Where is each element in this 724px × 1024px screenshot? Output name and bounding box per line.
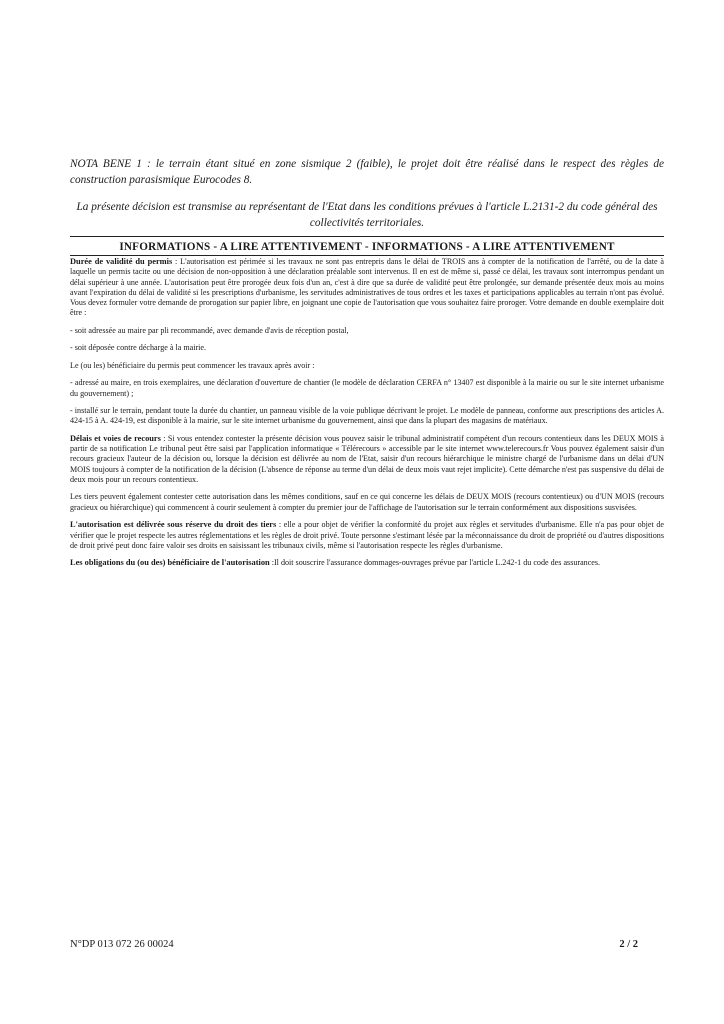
paragraph-envoi-1: - soit adressée au maire par pli recommandé, avec demande d'avis de réception postal, (70, 325, 349, 335)
duree-text: : L'autorisation est périmée si les travaux ne sont pas entrepris dans le délai de TROIS ans à compter de la notification de l'arrêté, ou de la date à laquelle un permis tacite ou une décision de non-opposition à une déclaration préalable sont intervenus. Il en est de même si, passé ce délai, les travaux sont interrompus pendant un délai supérieur à une année. L'autorisation peut être prorogée deux fois d'un an, c'est à dire que sa durée de validité peut être prolongée, sur demande présentée deux mois au moins avant l'expiration du délai de validité si les prescriptions d'urbanisme, les servitudes administratives de tous ordres et les taxes et participations applicables au terrain n'ont pas évolué. Vous devez formuler votre demande de prorogation sur papier libre, en joignant une copie de l'autorisation que vous souhaitez faire proroger. Votre demande en double exemplaire doit être : (70, 257, 664, 318)
obligations-text: :Il doit souscrire l'assurance dommages-ouvrages prévue par l'article L.242-1 du code des assurances. (269, 558, 601, 568)
information-section (70, 236, 664, 576)
paragraph-tiers: Les tiers peuvent également contester cette autorisation dans les mêmes conditions, sauf en ce qui concerne les délais de DEUX MOIS (recours contentieux) ou d'UN MOIS (recours gracieux ou hiérarchique) qui commencent à courir seulement à compter du premier jour de l'affichage de l'autorisation sur le terrain conformément aux dispositions susvisées. (70, 492, 664, 512)
transmission-notice: La présente décision est transmise au représentant de l'Etat dans les conditions prévues à l'article L.2131-2 du code général des collectivités territoriales. (76, 201, 658, 229)
information-body (70, 257, 664, 569)
paragraph-recours (70, 434, 664, 485)
paragraph-duree (70, 257, 664, 319)
header-top-rule (70, 236, 664, 237)
paragraph-reserve (70, 520, 664, 551)
obligations-title: Les obligations du (ou des) bénéficiaire de l'autorisation (70, 558, 270, 568)
information-header: INFORMATIONS - A LIRE ATTENTIVEMENT - INFORMATIONS - A LIRE ATTENTIVEMENT (119, 241, 615, 253)
paragraph-obligations (70, 558, 664, 568)
paragraph-envoi-2: - soit déposée contre décharge à la mairie. (70, 343, 207, 353)
reserve-text: : elle a pour objet de vérifier la conformité du projet aux règles et servitudes d'urbanisme. Elle n'a pas pour objet de vérifier que le projet respecte les autres réglementations et les règles de droit privé. Toute personne s'estimant lésée par la méconnaissance du droit de propriété ou d'autres dispositions de droit privé peut donc faire valoir ses droits en saisissant les tribunaux civils, même si l'autorisation respecte les règles d'urbanisme. (70, 520, 664, 550)
header-bottom-rule (70, 255, 664, 256)
reserve-title: L'autorisation est délivrée sous réserve du droit des tiers (70, 520, 277, 530)
paragraph-condition-1: - adressé au maire, en trois exemplaires, une déclaration d'ouverture de chantier (le modèle de déclaration CERFA n° 13407 est disponible à la mairie ou sur le site internet urbanisme du gouvernement) ; (70, 378, 664, 398)
paragraph-condition-2: - installé sur le terrain, pendant toute la durée du chantier, un panneau visible de la voie publique décrivant le projet. Le modèle de panneau, conforme aux prescriptions des articles A. 424-15 à A. 424-19, est disponible à la mairie, sur le site internet urbanisme du gouvernement, ainsi que dans la plupart des magasins de matériaux. (70, 406, 664, 426)
duree-title: Durée de validité du permis (70, 257, 173, 266)
recours-title: Délais et voies de recours (70, 433, 161, 443)
nota-bene: NOTA BENE 1 : le terrain étant situé en zone sismique 2 (faible), le projet doit être réalisé dans le respect des règles de construction parasismique Eurocodes 8. (70, 158, 664, 186)
page-number: 2 / 2 (619, 939, 638, 950)
dossier-reference: N°DP 013 072 26 00024 (70, 939, 174, 950)
paragraph-commencer: Le (ou les) bénéficiaire du permis peut commencer les travaux après avoir : (70, 360, 315, 370)
recours-text: : Si vous entendez contester la présente décision vous pouvez saisir le tribunal administratif compétent d'un recours contentieux dans les DEUX MOIS à partir de sa notification Le tribunal peut être saisi par l'application informatique « Télérecours » accessible par le site internet www.telerecours.fr Vous pouvez également saisir d'un recours gracieux l'auteur de la décision ou, lorsque la décision est délivrée au nom de l'Etat, saisir d'un recours hiérarchique le ministre chargé de l'urbanisme dans un délai d'UN MOIS toujours à compter de la notification de la décision (L'absence de réponse au terme d'un délai de deux mois vaut rejet implicite). Cette démarche n'est pas suspensive du délai de deux mois pour un recours contentieux. (70, 433, 664, 484)
